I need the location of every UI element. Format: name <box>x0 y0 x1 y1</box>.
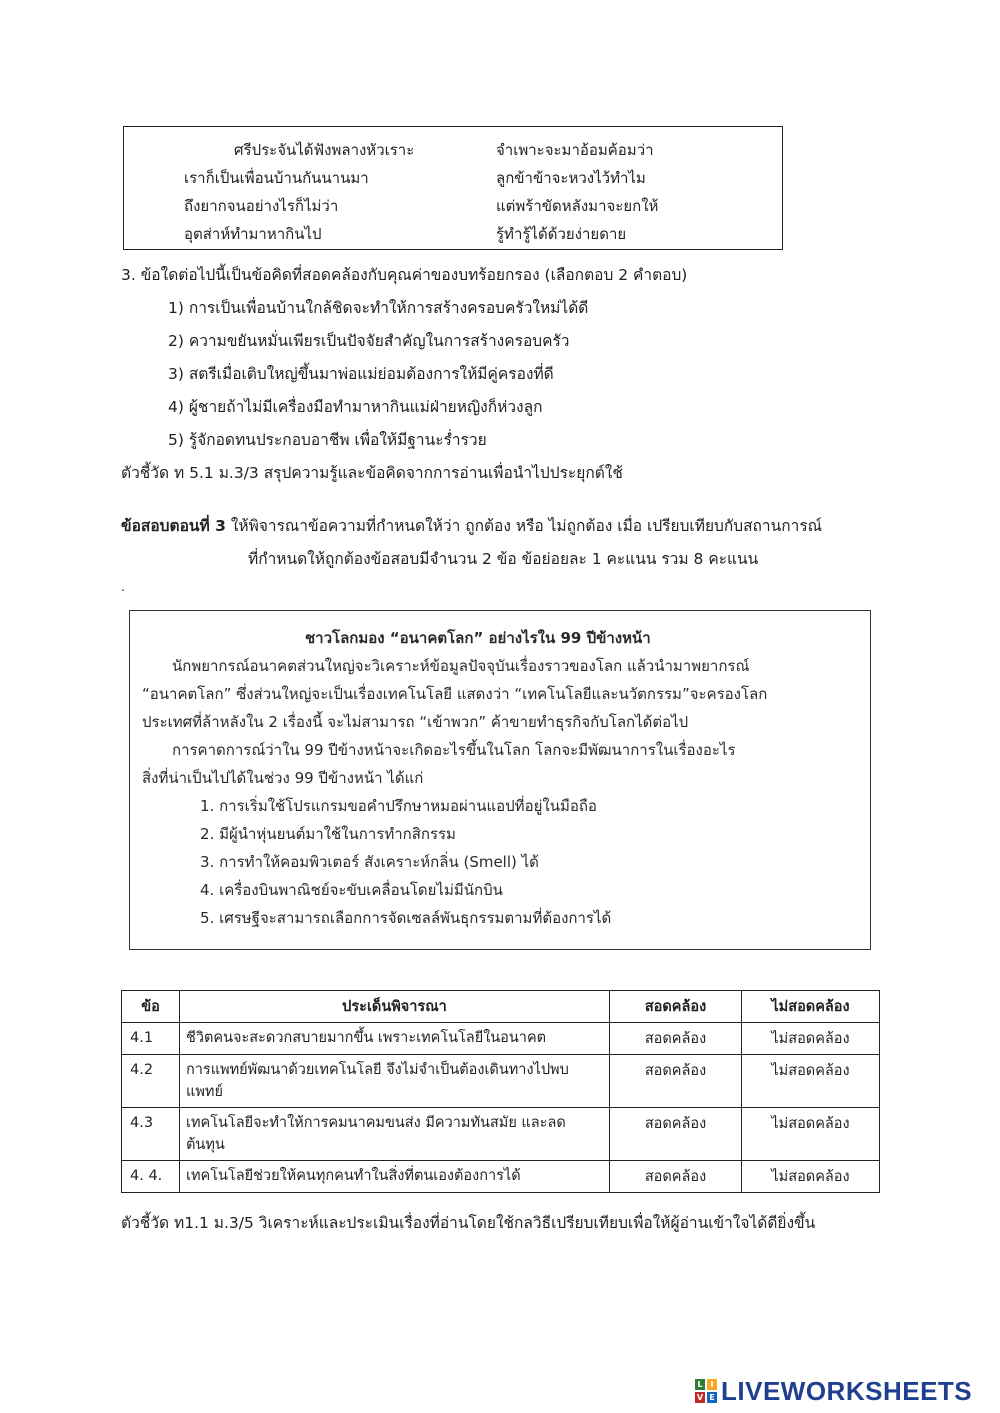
poem-line: ลูกข้าข้าจะหวงไว้ทำไม <box>496 169 646 187</box>
row-statement: การแพทย์พัฒนาด้วยเทคโนโลยี จึงไม่จำเป็นต้องเดินทางไปพบแพทย์ <box>180 1055 610 1108</box>
row-number: 4.3 <box>122 1108 180 1161</box>
logo-letter-v: V <box>696 1393 704 1402</box>
row-statement: ชีวิตคนจะสะดวกสบายมากขึ้น เพราะเทคโนโลยีในอนาคต <box>180 1023 610 1055</box>
section-instructions <box>121 513 822 538</box>
header-number: ข้อ <box>122 991 180 1023</box>
news-list-item: 5. เศรษฐีจะสามารถเลือกการจัดเซลล์พันธุกรรมตามที่ต้องการได้ <box>200 909 612 927</box>
answer-option: 4) ผู้ชายถ้าไม่มีเครื่องมือทำมาหากินแม่ฝ่ายหญิงก็ห่วงลูก <box>168 398 543 416</box>
poem-line: ถึงยากจนอย่างไรก็ไม่ว่า <box>184 197 339 215</box>
news-list-item: 2. มีผู้นำหุ่นยนต์มาใช้ในการทำกสิกรรม <box>200 825 456 843</box>
logo-text: LIVEWORKSHEETS <box>721 1375 973 1406</box>
table-row <box>122 1108 880 1161</box>
answer-option: 1) การเป็นเพื่อนบ้านใกล้ชิดจะทำให้การสร้างครอบครัวใหม่ได้ดี <box>168 299 589 317</box>
news-paragraph-line: นักพยากรณ์อนาคตส่วนใหญ่จะวิเคราะห์ข้อมูลปัจจุบันเรื่องราวของโลก แล้วนำมาพยากรณ์ <box>172 657 750 675</box>
header-consistent: สอดคล้อง <box>610 991 742 1023</box>
news-list-item: 3. การทำให้คอมพิวเตอร์ สังเคราะห์กลิ่น (Smell) ได้ <box>200 853 539 871</box>
row-number: 4.2 <box>122 1055 180 1108</box>
poem-line: รู้ทำรู้ได้ด้วยง่ายดาย <box>496 225 627 243</box>
choice-inconsistent[interactable]: ไม่สอดคล้อง <box>742 1023 880 1055</box>
choice-consistent[interactable]: สอดคล้อง <box>610 1055 742 1108</box>
section-label: ข้อสอบตอนที่ 3 <box>121 517 226 535</box>
header-issue: ประเด็นพิจารณา <box>180 991 610 1023</box>
choice-consistent[interactable]: สอดคล้อง <box>610 1108 742 1161</box>
liveworksheets-logo <box>695 1376 972 1406</box>
choice-inconsistent[interactable]: ไม่สอดคล้อง <box>742 1108 880 1161</box>
evaluation-table <box>121 990 880 1193</box>
stray-dot: . <box>121 580 125 594</box>
row-number: 4.1 <box>122 1023 180 1055</box>
table-header-row <box>122 991 880 1023</box>
indicator-text-2: ตัวชี้วัด ท1.1 ม.3/5 วิเคราะห์และประเมินเรื่องที่อ่านโดยใช้กลวิธีเปรียบเทียบเพื่อให้ผู้อ่านเข้าใจได้ดียิ่งขึ้น <box>121 1214 816 1232</box>
section-instructions-text: ให้พิจารณาข้อความที่กำหนดให้ว่า ถูกต้อง หรือ ไม่ถูกต้อง เมื่อ เปรียบเทียบกับสถานการณ์ <box>225 517 823 535</box>
indicator-text: ตัวชี้วัด ท 5.1 ม.3/3 สรุปความรู้และข้อคิดจากการอ่านเพื่อนำไปประยุกต์ใช้ <box>121 464 623 482</box>
poem-line: ศรีประจันได้ฟังพลางหัวเราะ <box>234 141 415 159</box>
logo-letter-l: L <box>695 1379 705 1390</box>
news-list-item: 1. การเริ่มใช้โปรแกรมขอคำปรึกษาหมอผ่านแอปที่อยู่ในมือถือ <box>200 797 597 815</box>
choice-inconsistent[interactable]: ไม่สอดคล้อง <box>742 1055 880 1108</box>
question-prompt: 3. ข้อใดต่อไปนี้เป็นข้อคิดที่สอดคล้องกับคุณค่าของบทร้อยกรอง (เลือกตอบ 2 คำตอบ) <box>121 266 688 284</box>
answer-option: 2) ความขยันหมั่นเพียรเป็นปัจจัยสำคัญในการสร้างครอบครัว <box>168 332 570 350</box>
news-paragraph-line: ประเทศที่ล้าหลังใน 2 เรื่องนี้ จะไม่สามารถ “เข้าพวก” ค้าขายทำธุรกิจกับโลกได้ต่อไป <box>142 713 689 731</box>
table-row <box>122 1161 880 1193</box>
news-paragraph-line: การคาดการณ์ว่าใน 99 ปีข้างหน้าจะเกิดอะไรขึ้นในโลก โลกจะมีพัฒนาการในเรื่องอะไร <box>172 741 736 759</box>
logo-letter-e: E <box>707 1392 717 1403</box>
poem-line: จำเพาะจะมาอ้อมค้อมว่า <box>496 141 654 159</box>
choice-inconsistent[interactable]: ไม่สอดคล้อง <box>742 1161 880 1193</box>
section-instructions-line2: ที่กำหนดให้ถูกต้องข้อสอบมีจำนวน 2 ข้อ ข้อย่อยละ 1 คะแนน รวม 8 คะแนน <box>248 550 759 568</box>
row-statement: เทคโนโลยีช่วยให้คนทุกคนทำในสิ่งที่ตนเองต้องการได้ <box>180 1161 610 1193</box>
choice-consistent[interactable]: สอดคล้อง <box>610 1023 742 1055</box>
logo-mark-icon <box>695 1379 717 1403</box>
poem-line: อุตส่าห์ทำมาหากินไป <box>184 225 322 243</box>
row-number: 4. 4. <box>122 1161 180 1193</box>
table-row <box>122 1055 880 1108</box>
answer-option: 3) สตรีเมื่อเติบใหญ่ขึ้นมาพ่อแม่ย่อมต้องการให้มีคู่ครองที่ดี <box>168 365 554 383</box>
choice-consistent[interactable]: สอดคล้อง <box>610 1161 742 1193</box>
poem-line: เราก็เป็นเพื่อนบ้านกันนานมา <box>184 169 369 187</box>
header-inconsistent: ไม่สอดคล้อง <box>742 991 880 1023</box>
news-paragraph-line: สิ่งที่น่าเป็นไปได้ในช่วง 99 ปีข้างหน้า ได้แก่ <box>142 769 424 787</box>
poem-box <box>123 126 783 250</box>
answer-option: 5) รู้จักอดทนประกอบอาชีพ เพื่อให้มีฐานะร่ำรวย <box>168 431 487 449</box>
row-statement: เทคโนโลยีจะทำให้การคมนาคมขนส่ง มีความทันสมัย และลดต้นทุน <box>180 1108 610 1161</box>
logo-letter-i: I <box>707 1379 717 1390</box>
table-row <box>122 1023 880 1055</box>
news-list-item: 4. เครื่องบินพาณิชย์จะขับเคลื่อนโดยไม่มีนักบิน <box>200 881 503 899</box>
news-title: ชาวโลกมอง “อนาคตโลก” อย่างไรใน 99 ปีข้างหน้า <box>305 629 651 647</box>
poem-line: แต่พร้าขัดหลังมาจะยกให้ <box>496 197 659 215</box>
news-box <box>129 610 871 950</box>
news-paragraph-line: “อนาคตโลก” ซึ่งส่วนใหญ่จะเป็นเรื่องเทคโนโลยี แสดงว่า “เทคโนโลยีและนวัตกรรม”จะครองโลก <box>142 685 768 703</box>
